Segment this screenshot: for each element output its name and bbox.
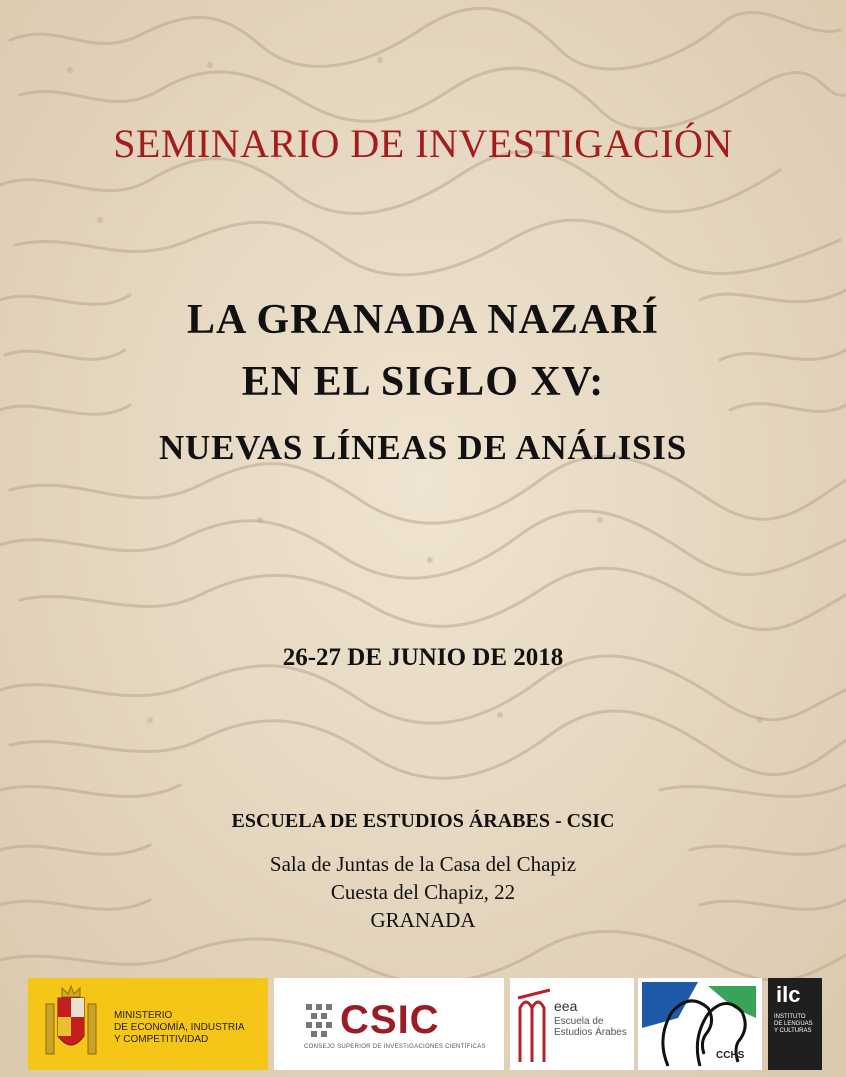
eea-full-name: Escuela de Estudios Árabes <box>554 1016 627 1038</box>
title-line-1: LA GRANADA NAZARÍ <box>186 297 660 343</box>
csic-full-name: CONSEJO SUPERIOR DE INVESTIGACIONES CIENTÍFICAS <box>304 1044 486 1050</box>
venue-street: Cuesta del Chapiz, 22 <box>330 880 516 904</box>
eea-abbreviation: eea <box>554 998 578 1014</box>
venue-address <box>0 850 846 934</box>
mineco-text: MINISTERIO DE ECONOMÍA, INDUSTRIA Y COMPETITIVIDAD <box>114 1010 245 1045</box>
eea-logo <box>510 978 634 1070</box>
mineco-logo <box>28 978 268 1070</box>
ilc-full-name: INSTITUTO DE LENGUAS Y CULTURAS <box>774 1014 813 1034</box>
cchs-logo <box>638 978 762 1070</box>
venue-institution: ESCUELA DE ESTUDIOS ÁRABES - CSIC <box>231 810 615 832</box>
venue-room: Sala de Juntas de la Casa del Chapiz <box>269 852 577 876</box>
event-date: 26-27 DE JUNIO DE 2018 <box>282 644 564 671</box>
csic-name: CSIC <box>340 998 440 1042</box>
csic-emblem-icon <box>304 1002 334 1040</box>
arches-icon <box>516 984 552 1064</box>
seminar-kicker: SEMINARIO DE INVESTIGACIÓN <box>113 121 733 166</box>
ilc-logo <box>768 978 822 1070</box>
title-line-2: EN EL SIGLO XV: <box>241 359 605 405</box>
venue-city: GRANADA <box>370 908 476 932</box>
ilc-abbreviation: ilc <box>776 982 801 1007</box>
cchs-abbreviation: CCHS <box>716 1050 745 1061</box>
csic-logo <box>274 978 504 1070</box>
title-line-3: NUEVAS LÍNEAS DE ANÁLISIS <box>158 428 687 467</box>
spanish-coat-of-arms-icon <box>38 984 104 1064</box>
